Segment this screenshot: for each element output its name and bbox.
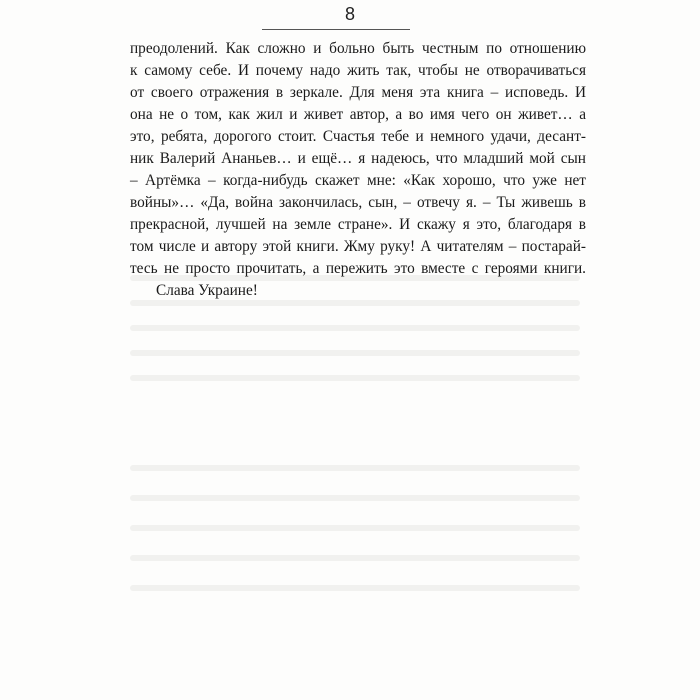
text-line: это, ребята, дорогого стоит. Счастья тебе и немного удачи, десант- xyxy=(130,128,586,145)
text-line: она не о том, как жил и живет автор, а во имя чего он живет… а xyxy=(130,106,586,123)
bleed-through xyxy=(130,525,580,531)
bleed-through xyxy=(130,495,580,501)
bleed-through xyxy=(130,325,580,331)
text-line: тесь не просто прочитать, а пережить это вместе с героями книги. xyxy=(130,260,586,277)
bleed-through xyxy=(130,555,580,561)
text-line: том числе и автору этой книги. Жму руку! А читателям – постарай- xyxy=(130,238,586,255)
bleed-through xyxy=(130,375,580,381)
text-line: ник Валерий Ананьев… и ещё… я надеюсь, что младший мой сын xyxy=(130,150,586,167)
bleed-through xyxy=(130,465,580,471)
text-line: от своего отражения в зеркале. Для меня эта книга – исповедь. И xyxy=(130,84,586,101)
text-line: к самому себе. И почему надо жить так, чтобы не отворачиваться xyxy=(130,62,586,79)
text-line: преодолений. Как сложно и больно быть честным по отношению xyxy=(130,40,586,57)
page-number: 8 xyxy=(344,4,355,24)
header-rule xyxy=(262,29,410,30)
closing-line: Слава Украине! xyxy=(156,282,258,299)
text-line: – Артёмка – когда-нибудь скажет мне: «Как хорошо, что уже нет xyxy=(130,172,586,189)
bleed-through xyxy=(130,585,580,591)
text-line: войны»… «Да, война закончилась, сын, – отвечу я. – Ты живешь в xyxy=(130,194,586,211)
text-line: прекрасной, лучшей на земле стране». И скажу я это, благодаря в xyxy=(130,216,586,233)
bleed-through xyxy=(130,350,580,356)
body-text xyxy=(130,38,586,302)
